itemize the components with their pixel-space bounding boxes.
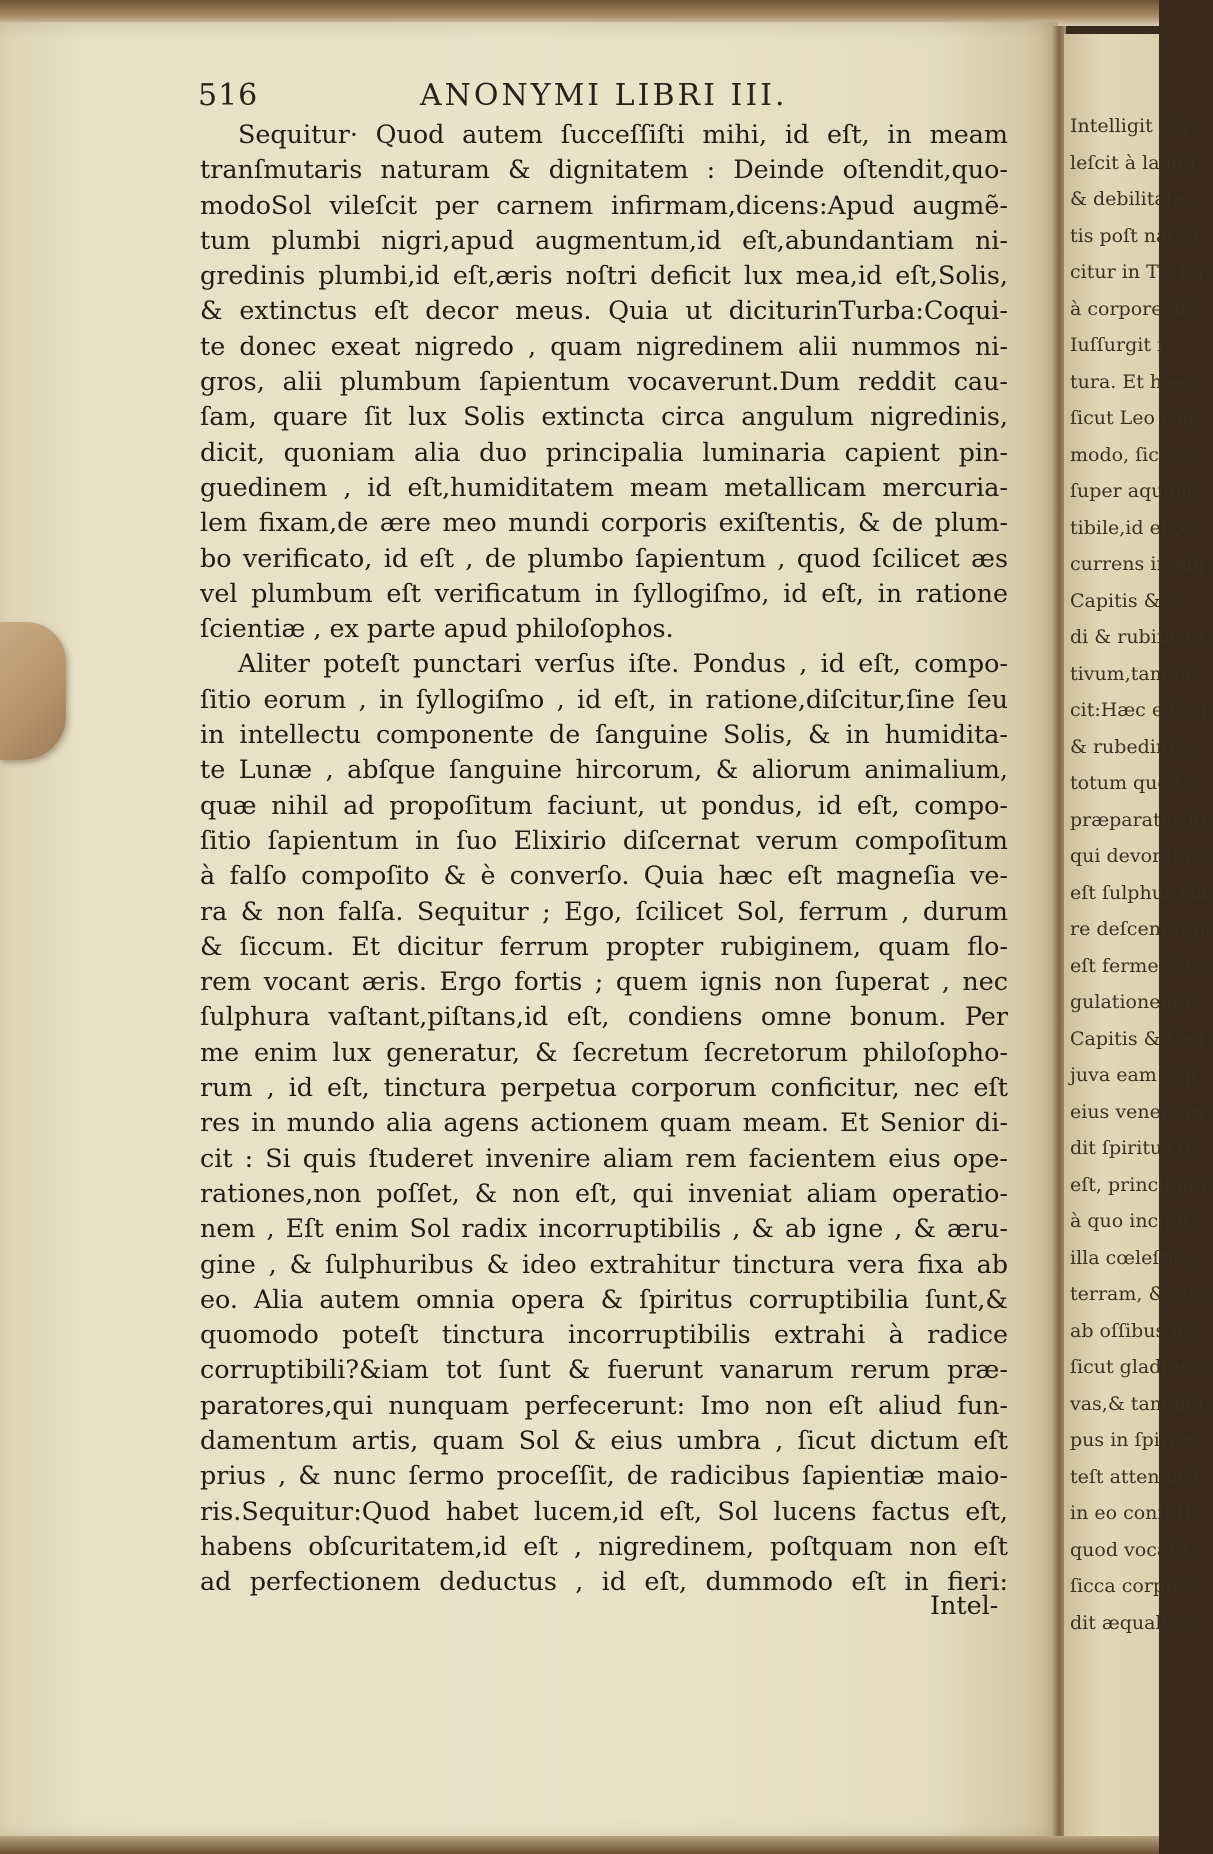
- text-line: gros, alii plumbum ſapientum vocaverunt.Dum reddit cau-: [200, 366, 1008, 397]
- text-line: damentum artis, quam Sol & eius umbra , ſicut dictum eſt: [200, 1424, 1008, 1455]
- text-line: eo. Alia autem omnia opera & ſpiritus corruptibilia ſunt,&: [200, 1283, 1008, 1314]
- facing-text-line: qui devorat ca: [1070, 845, 1209, 867]
- text-line: guedinem , id eſt,humiditatem meam metallicam mercuria-: [200, 471, 1008, 502]
- text-line: & ſiccum. Et dicitur ferrum propter rubiginem, quam flo-: [200, 930, 1008, 961]
- facing-text-line: modo, ſic cor: [1070, 443, 1197, 466]
- facing-text-line: à corpore div: [1070, 297, 1198, 320]
- facing-text-line: tura. Et hæc: [1070, 370, 1191, 393]
- running-head: [198, 78, 1008, 114]
- facing-text-line: quod vocatu: [1070, 1538, 1189, 1561]
- text-line: paratores,qui nunquam perfecerunt: Imo non eſt aliud fun-: [200, 1389, 1008, 1420]
- catchword: Intel-: [930, 1590, 999, 1620]
- facing-text-line: Intelligit nig: [1070, 115, 1190, 137]
- facing-text-line: Capitis & Cau: [1070, 1027, 1205, 1050]
- facing-text-line: teſt attenuari: [1070, 1465, 1199, 1488]
- facing-text-line: ſicut Leo rug: [1070, 407, 1195, 429]
- text-line: bo verificato, id eſt , de plumbo ſapientum , quod ſcilicet æs: [200, 542, 1008, 573]
- text-line: habens obſcuritatem,id eſt , nigredinem, poſtquam non eſt: [200, 1530, 1008, 1561]
- text-line: prius , & nunc ſermo proceſſit, de radicibus ſapientiæ maio-: [200, 1460, 1008, 1491]
- text-line: modoSol vileſcit per carnem infirmam,dicens:Apud augmẽ-: [200, 189, 1008, 220]
- facing-text-line: & rubedinis.: [1070, 735, 1191, 758]
- text-line: ris.Sequitur:Quod habet lucem,id eſt, Sol lucens factus eſt,: [200, 1495, 1008, 1526]
- text-line: res in mundo alia agens actionem quam meam. Et Senior di-: [200, 1107, 1008, 1138]
- facing-text-line: in eo conſiſti: [1070, 1502, 1192, 1524]
- facing-text-line: tis poſt nativi: [1070, 224, 1198, 247]
- text-line: lem fixam,de ære meo mundi corporis exiſtentis, & de plum-: [200, 507, 1008, 538]
- facing-text-line: tivum,tamen: [1070, 662, 1192, 685]
- facing-text-line: dit ſpiritus,ſc: [1070, 1137, 1196, 1159]
- text-line: rationes,non poſſet, & non eſt, qui inveniat aliam operatio-: [200, 1177, 1008, 1208]
- text-line: cit : Si quis ſtuderet invenire aliam rem facientem eius ope-: [200, 1142, 1008, 1173]
- text-line: à falſo compoſito & è converſo. Quia hæc eſt magneſia ve-: [200, 860, 1008, 891]
- body-text: [200, 117, 1008, 1599]
- facing-text-line: tibile,id eſt,o: [1070, 516, 1193, 539]
- paper-bookmark: [0, 622, 66, 760]
- text-line: ſitio ſapientum in ſuo Elixirio diſcernat verum compoſitum: [200, 824, 1008, 855]
- text-line: Sequitur· Quod autem ſucceſſiſti mihi, id eſt, in meam: [238, 119, 1008, 149]
- facing-text-line: leſcit à langu: [1070, 151, 1197, 174]
- facing-text-line: illa cœleſtis,: [1070, 1246, 1189, 1269]
- facing-text-line: eſt ſulphur eiu: [1070, 881, 1209, 904]
- facing-text-line: eſt, principium: [1070, 1173, 1213, 1196]
- facing-page-edge: [1064, 34, 1213, 1836]
- facing-text-line: gulationem,c: [1070, 991, 1196, 1013]
- facing-text-line: præparatur in: [1070, 808, 1207, 831]
- text-line: gine , & ſulphuribus & ideo extrahitur tinctura vera fixa ab: [200, 1248, 1008, 1279]
- text-line: in intellectu componente de ſanguine Solis, & in humidita-: [200, 719, 1008, 750]
- text-line: tum plumbi nigri,apud augmentum,id eſt,abundantiam ni-: [200, 224, 1008, 255]
- facing-text-line: ab oſſibus ſec: [1070, 1319, 1201, 1342]
- text-line: ſam, quare ſit lux Solis extincta circa angulum nigredinis,: [200, 401, 1008, 432]
- text-line: & extinctus eſt decor meus. Quia ut diciturinTurba:Coqui-: [200, 295, 1008, 326]
- facing-text-line: pus in ſpiritu: [1070, 1429, 1195, 1451]
- text-line: ſulphura vaſtant,piſtans,id eſt, condiens omne bonum. Per: [200, 1001, 1008, 1032]
- facing-text-line: ſicut gladius c: [1070, 1356, 1207, 1378]
- facing-text-line: ſuper aquam: [1070, 480, 1193, 502]
- page-header-title: ANONYMI LIBRI III.: [420, 78, 788, 113]
- facing-text-line: ſicca corpus: [1070, 1575, 1188, 1597]
- facing-text-line: totum quod e: [1070, 772, 1199, 794]
- text-line: nem , Eſt enim Sol radix incorruptibilis , & ab igne , & æru-: [200, 1213, 1008, 1244]
- text-line: Aliter poteſt punctari verſus iſte. Pondus , id eſt, compo-: [238, 648, 1008, 679]
- text-line: ra & non falſa. Sequitur ; Ego, ſcilicet Sol, ferrum , durum: [200, 895, 1008, 926]
- facing-text-line: currens in nig: [1070, 553, 1206, 575]
- text-line: quomodo poteſt tinctura incorruptibilis extrahi à radice: [200, 1319, 1008, 1350]
- facing-text-line: di & rubifican: [1070, 626, 1204, 648]
- book-bottom-edge: [0, 1836, 1159, 1854]
- facing-text-line: citur in Turba: [1070, 261, 1204, 283]
- text-line: corruptibili?&iam tot ſunt & fuerunt vanarum rerum præ-: [200, 1354, 1008, 1385]
- text-line: rem vocant æris. Ergo fortis ; quem ignis non ſuperat , nec: [200, 966, 1008, 997]
- text-line: me enim lux generatur, & ſecretum ſecretorum philoſopho-: [200, 1036, 1008, 1067]
- text-line: vel plumbum eſt verificatum in ſyllogiſmo, id eſt, in ratione: [200, 577, 1008, 608]
- facing-text-line: eſt fermentum: [1070, 954, 1209, 977]
- facing-text-line: re deſcendit pl: [1070, 918, 1212, 940]
- facing-text-line: eius venenum: [1070, 1100, 1204, 1123]
- text-line: te Lunæ , abſque ſanguine hircorum, & aliorum animalium,: [200, 754, 1008, 785]
- facing-text-line: à quo incipit,: [1070, 1210, 1197, 1232]
- text-line: gredinis plumbi,id eſt,æris noſtri deficit lux mea,id eſt,Solis,: [200, 260, 1008, 291]
- facing-text-line: vas,& tam diu: [1070, 1392, 1205, 1415]
- facing-text-line: Capitis & C: [1070, 589, 1182, 612]
- facing-text-line: terram, & coc: [1070, 1283, 1205, 1305]
- facing-text-line: dit æqualita: [1070, 1611, 1187, 1634]
- text-line: rum , id eſt, tinctura perpetua corporum conficitur, nec eſt: [200, 1072, 1008, 1103]
- page-number: 516: [198, 78, 259, 113]
- text-line: ad perfectionem deductus , id eſt, dummodo eſt in fieri:: [200, 1566, 1008, 1597]
- facing-text-line: cit:Hæc eſt aq: [1070, 699, 1208, 721]
- facing-text-line: & debilitate,: [1070, 188, 1191, 210]
- text-line: tranſmutaris naturam & dignitatem : Deinde oſtendit,quo-: [200, 154, 1008, 185]
- facing-page-text: [1064, 108, 1213, 1641]
- text-line: dicit, quoniam alia duo principalia luminaria capient pin-: [200, 436, 1008, 467]
- text-line: ſitio eorum , in ſyllogiſmo , id eſt, in ratione,diſcitur,ſine ſeu: [200, 683, 1008, 714]
- facing-text-line: Iuſſurgit r: [1070, 334, 1167, 356]
- facing-text-line: juva eam cap: [1070, 1064, 1197, 1086]
- text-line: quæ nihil ad propoſitum faciunt, ut pondus, id eſt, compo-: [200, 789, 1008, 820]
- text-line: ſcientiæ , ex parte apud philoſophos.: [200, 613, 674, 644]
- text-line: te donec exeat nigredo , quam nigredinem alii nummos ni-: [200, 330, 1008, 361]
